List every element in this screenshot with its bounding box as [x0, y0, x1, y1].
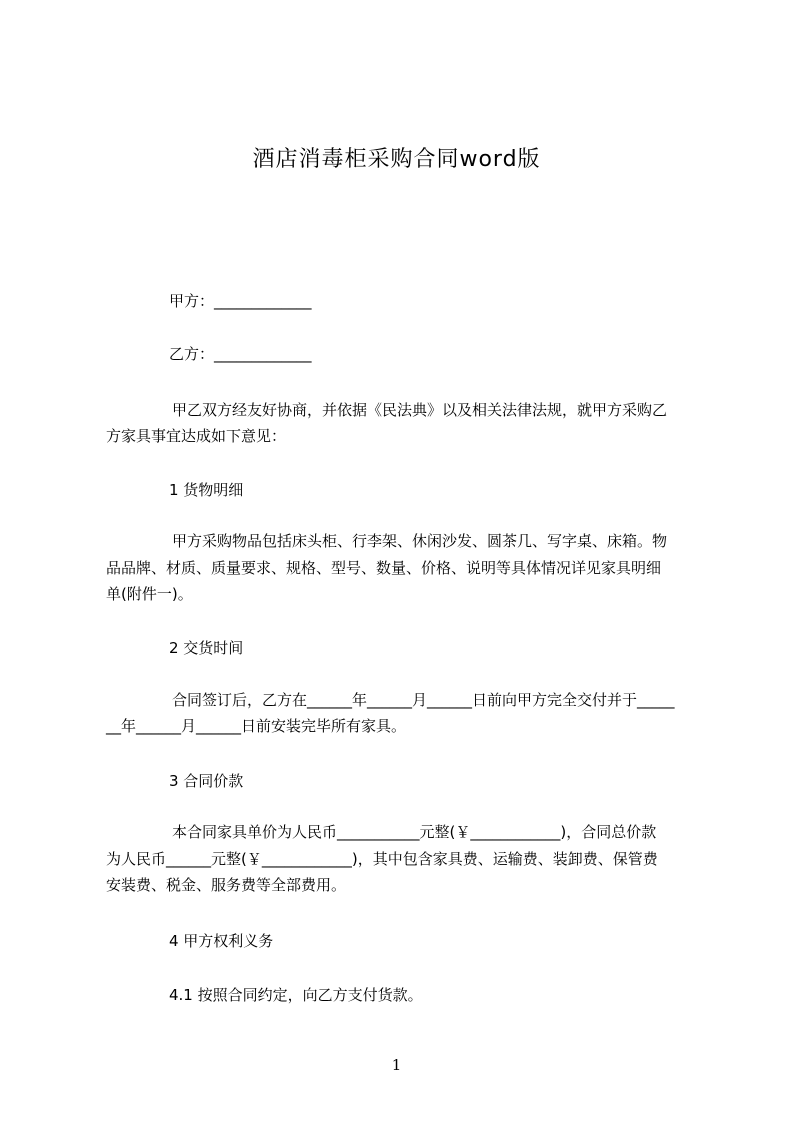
section1-line-3: 单(附件一)。: [106, 585, 193, 603]
section-heading-4: 4 甲方权利义务: [169, 932, 274, 950]
section3-line-2: 为人民币______元整(￥____________)，其中包含家具费、运输费、装卸费、保管费: [106, 850, 658, 868]
section4-line-1: 4.1 按照合同约定，向乙方支付货款。: [169, 986, 423, 1004]
section2-line-2: __年______月______日前安装完毕所有家具。: [106, 717, 407, 735]
document-title: 酒店消毒柜采购合同word版: [252, 147, 541, 172]
section1-line-1: 甲方采购物品包括床头柜、行李架、休闲沙发、圆茶几、写字桌、床箱。物: [172, 532, 668, 550]
intro-line-2: 方家具事宜达成如下意见：: [106, 427, 287, 445]
page-number: 1: [391, 1056, 402, 1074]
section3-line-3: 安装费、税金、服务费等全部费用。: [106, 876, 347, 894]
party-a-line: 甲方：_____________: [169, 292, 312, 310]
section-heading-3: 3 合同价款: [169, 772, 244, 790]
section-heading-2: 2 交货时间: [169, 639, 244, 657]
section-heading-1: 1 货物明细: [169, 481, 244, 499]
section2-line-1: 合同签订后，乙方在______年______月______日前向甲方完全交付并于_____: [172, 691, 675, 709]
intro-line-1: 甲乙双方经友好协商，并依据《民法典》以及相关法律法规，就甲方采购乙: [172, 401, 668, 419]
section3-line-1: 本合同家具单价为人民币___________元整(￥____________)，合同总价款: [172, 823, 657, 841]
section1-line-2: 品品牌、材质、质量要求、规格、型号、数量、价格、说明等具体情况详见家具明细: [106, 559, 662, 577]
party-b-line: 乙方：_____________: [169, 345, 312, 363]
